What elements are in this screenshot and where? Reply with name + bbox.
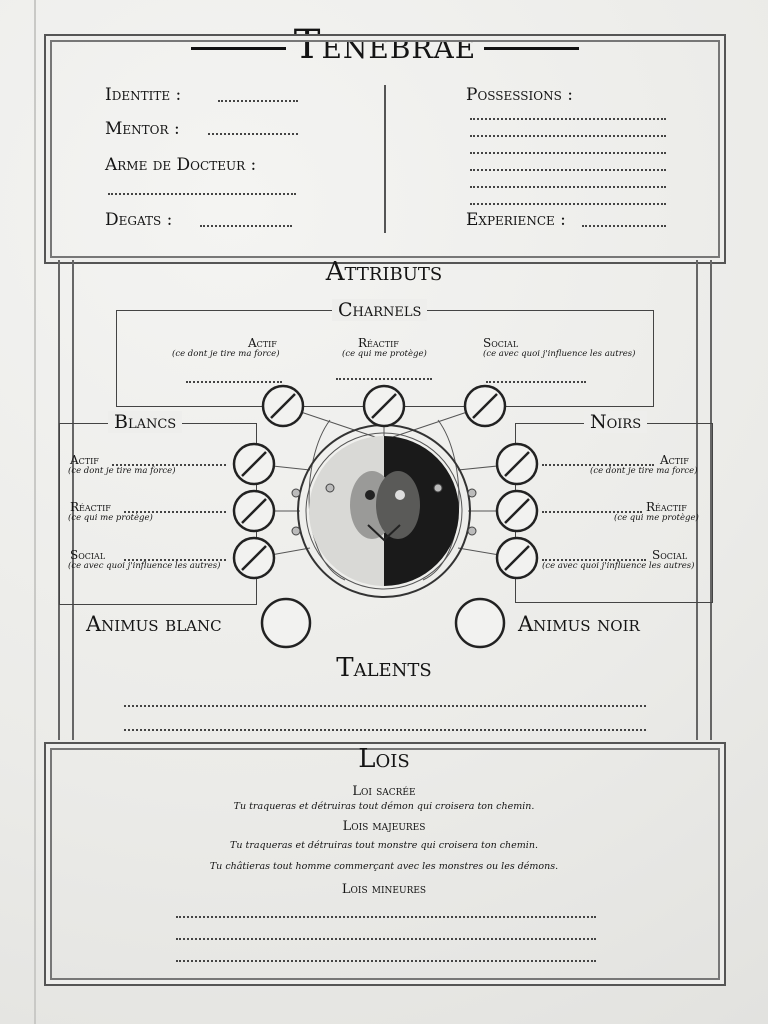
noirs-actif-note: (ce dont je tire ma force) [590,466,698,476]
blancs-title: Blancs [108,411,182,433]
talents-line-1[interactable] [124,705,646,707]
charnels-reactif-circle [364,386,404,426]
talents-heading: Talents [336,653,432,683]
noirs-actif-circle [497,444,537,484]
lois-mineures-line-1[interactable] [176,916,596,918]
lois-heading: Lois [358,744,410,774]
blancs-reactif-note: (ce qui me protège) [68,513,153,523]
central-emblem [292,425,476,597]
talents-line-2[interactable] [124,729,646,731]
animus-noir-circle [456,599,504,647]
noirs-reactif-label: Réactif [646,500,687,514]
blancs-social-note: (ce avec quoi j'influence les autres) [68,561,221,571]
noirs-social-label: Social [652,548,688,562]
loi-majeure-1: Tu traqueras et détruiras tout monstre qui croisera ton chemin. [230,840,538,851]
charnels-actif-circle [263,386,303,426]
blancs-social-label: Social [70,548,106,562]
charnels-social-circle [465,386,505,426]
blancs-reactif-circle [234,491,274,531]
charnels-actif-note: (ce dont je tire ma force) [172,349,280,359]
title-text: Tenebrae [293,22,477,68]
attributs-heading: Attributs [325,257,443,287]
blancs-actif-note: (ce dont je tire ma force) [68,466,176,476]
noirs-actif-label: Actif [660,453,689,467]
loi-majeure-2: Tu châtieras tout homme commerçant avec les monstres ou les démons. [209,861,559,872]
blancs-actif-circle [234,444,274,484]
blancs-actif-label: Actif [70,453,99,467]
noirs-reactif-circle [497,491,537,531]
lois-mineures-title: Lois mineures [341,882,427,897]
field-arme-label: Arme de Docteur : [105,155,257,175]
blancs-social-circle [234,538,274,578]
lois-mineures-line-3[interactable] [176,960,596,962]
charnels-reactif-note: (ce qui me protège) [342,349,427,359]
lois-majeures-title: Lois majeures [342,819,426,834]
field-experience-label: Experience : [466,210,566,230]
loi-sacree-text: Tu traqueras et détruiras tout démon qui croisera ton chemin. [233,801,535,812]
animus-blanc-label: Animus blanc [86,612,222,636]
loi-sacree-title: Loi sacrée [352,784,416,799]
noirs-social-circle [497,538,537,578]
animus-noir-label: Animus noir [518,612,640,636]
charnels-actif-label: Actif [248,336,277,350]
charnels-reactif-label: Réactif [358,336,399,350]
field-mentor-label: Mentor : [105,119,180,139]
lois-mineures-line-2[interactable] [176,938,596,940]
field-possessions-label: Possessions : [466,85,573,105]
noirs-social-note: (ce avec quoi j'influence les autres) [542,561,695,571]
field-identite-label: Identite : [105,85,182,105]
noirs-title: Noirs [584,411,647,433]
noirs-reactif-note: (ce qui me protège) [614,513,699,523]
charnels-title: Charnels [332,299,427,321]
animus-blanc-circle [262,599,310,647]
field-degats-label: Degats : [105,210,173,230]
blancs-reactif-label: Réactif [70,500,111,514]
charnels-social-note: (ce avec quoi j'influence les autres) [483,349,636,359]
charnels-social-label: Social [483,336,519,350]
